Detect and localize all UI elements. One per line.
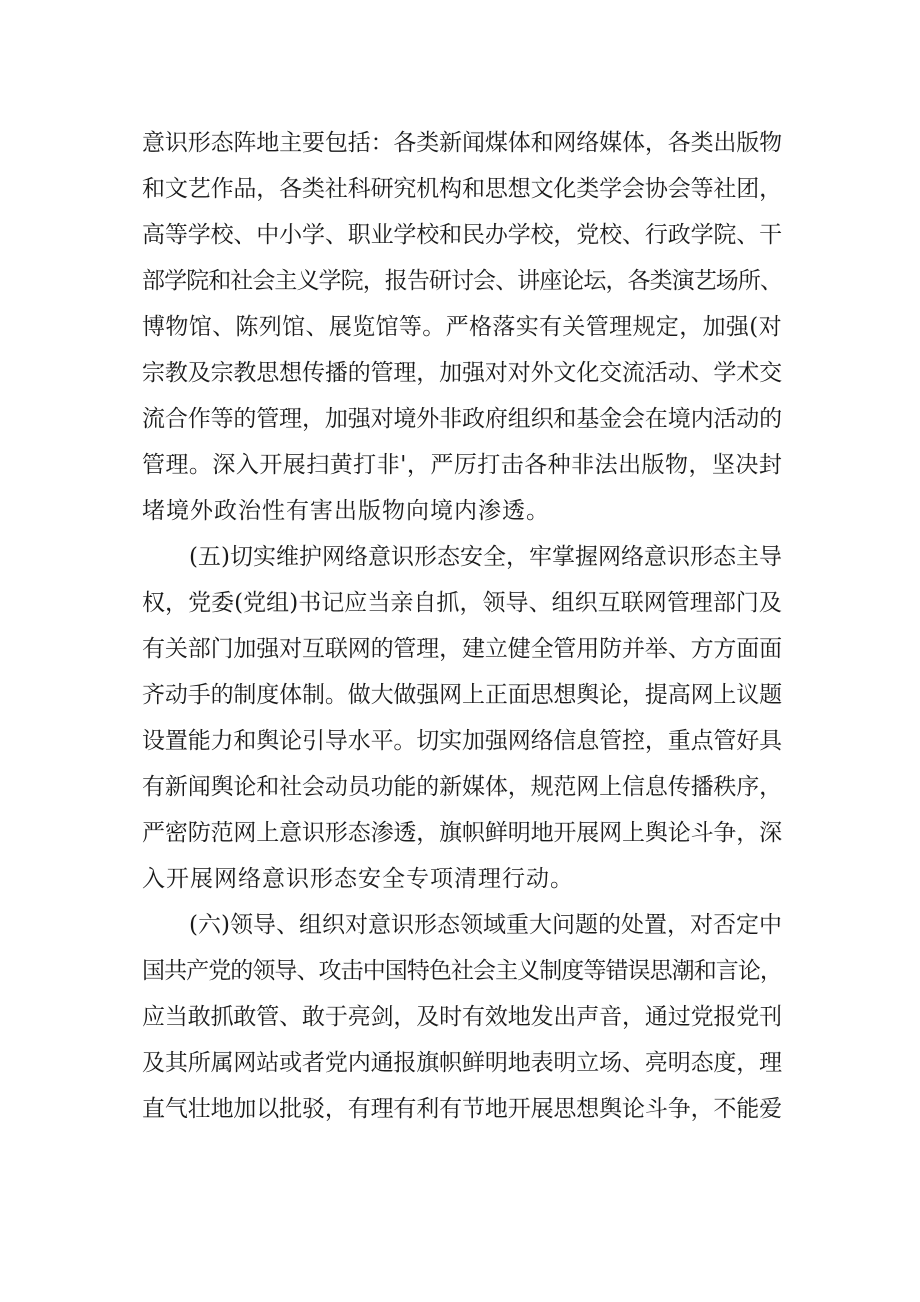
- text-line: 有关部门加强对互联网的管理，建立健全管用防并举、方方面面: [142, 636, 783, 662]
- text-line: 齐动手的制度体制。做大做强网上正面思想舆论，提高网上议题: [142, 682, 783, 708]
- text-line: (六)领导、组织对意识形态领域重大问题的处置，对否定中: [189, 912, 782, 938]
- text-line: 设置能力和舆论引导水平。切实加强网络信息管控，重点管好具: [142, 728, 783, 754]
- document-body: [142, 120, 782, 1132]
- text-line: 博物馆、陈列馆、展览馆等。严格落实有关管理规定，加强(对: [142, 314, 782, 340]
- text-line: 严密防范网上意识形态渗透，旗帜鲜明地开展网上舆论斗争，深: [142, 820, 783, 846]
- paragraph-ideology-positions: [142, 120, 782, 534]
- text-line: 权，党委(党组)书记应当亲自抓，领导、组织互联网管理部门及: [142, 590, 782, 616]
- text-line: 入开展网络意识形态安全专项清理行动。: [142, 866, 574, 892]
- text-line: 应当敢抓敢管、敢于亮剑，及时有效地发出声音，通过党报党刊: [142, 1004, 783, 1030]
- text-line: 国共产党的领导、攻击中国特色社会主义制度等错误思潮和言论，: [142, 958, 783, 984]
- text-line: 直气壮地加以批驳，有理有利有节地开展思想舆论斗争，不能爱: [142, 1096, 783, 1122]
- text-line: (五)切实维护网络意识形态安全，牢掌握网络意识形态主导: [189, 544, 782, 570]
- paragraph-section-six: [142, 902, 782, 1132]
- paragraph-section-five: [142, 534, 782, 902]
- text-line: 流合作等的管理，加强对境外非政府组织和基金会在境内活动的: [142, 406, 783, 432]
- text-line: 高等学校、中小学、职业学校和民办学校，党校、行政学院、干: [142, 222, 783, 248]
- text-line: 及其所属网站或者党内通报旗帜鲜明地表明立场、亮明态度，理: [142, 1050, 783, 1076]
- text-line: 意识形态阵地主要包括：各类新闻煤体和网络媒体，各类出版物: [142, 130, 783, 156]
- text-line: 部学院和社会主义学院，报告研讨会、讲座论坛，各类演艺场所、: [142, 268, 783, 294]
- text-line: 管理。深入开展扫黄打非'，严厉打击各种非法出版物，坚决封: [142, 452, 783, 478]
- text-line: 和文艺作品，各类社科研究机构和思想文化类学会协会等社团，: [142, 176, 783, 202]
- text-line: 堵境外政治性有害出版物向境内渗透。: [142, 498, 550, 524]
- text-line: 有新闻舆论和社会动员功能的新媒体，规范网上信息传播秩序，: [142, 774, 783, 800]
- text-line: 宗教及宗教思想传播的管理，加强对对外文化交流活动、学术交: [142, 360, 783, 386]
